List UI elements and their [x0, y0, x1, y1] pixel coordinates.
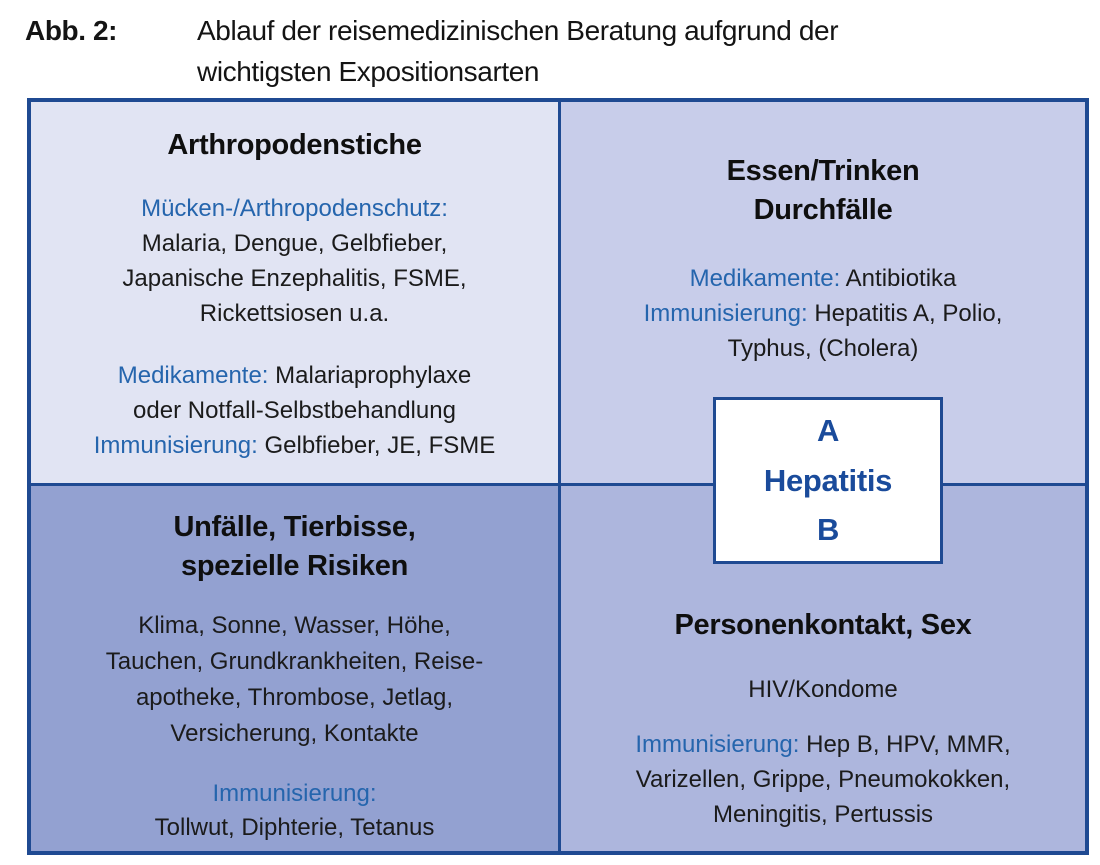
medication-label: Medikamente:: [689, 265, 841, 292]
immunization-label: Immunisierung:: [643, 300, 808, 327]
quadrant-heading: [561, 152, 1085, 230]
immunization-text: Hepatitis A, Polio,: [814, 300, 1003, 327]
quadrant-arthropodenstiche: [31, 102, 558, 483]
risks-line: apotheke, Thrombose, Jetlag,: [135, 684, 454, 711]
hepatitis-b-label: B: [816, 511, 840, 547]
caption-line-2: wichtigsten Expositionsarten: [197, 56, 540, 87]
immunization-label: Immunisierung:: [93, 432, 258, 459]
immunization-text: Hep B, HPV, MMR,: [806, 731, 1011, 758]
risks-line: Tauchen, Grundkrankheiten, Reise-: [105, 648, 484, 675]
figure-caption: [25, 10, 838, 92]
immunization-label: Immunisierung:: [635, 731, 800, 758]
hepatitis-a-label: A: [816, 413, 840, 449]
medication-text: Malariaprophylaxe: [275, 362, 472, 389]
hepatitis-center-box: [713, 397, 943, 564]
medication-immunization-block: [561, 261, 1085, 366]
quadrant-heading: Personenkontakt, Sex: [674, 609, 972, 641]
risks-block: [31, 608, 558, 752]
medication-text: oder Notfall-Selbstbehandlung: [133, 397, 456, 424]
diseases-line: Malaria, Dengue, Gelbfieber,: [141, 230, 448, 257]
immunization-block: [31, 777, 558, 845]
protection-block: [31, 191, 558, 331]
diseases-line: Rickettsiosen u.a.: [199, 300, 390, 327]
caption-line-1: Ablauf der reisemedizinischen Beratung aufgrund der: [197, 15, 839, 46]
diseases-line: Japanische Enzephalitis, FSME,: [122, 265, 467, 292]
risks-line: Versicherung, Kontakte: [170, 720, 419, 747]
heading-line: Essen/Trinken: [726, 155, 920, 187]
immunization-text: Typhus, (Cholera): [727, 335, 919, 362]
medication-label: Medikamente:: [117, 362, 269, 389]
medication-text: Antibiotika: [845, 265, 957, 292]
immunization-text: Varizellen, Grippe, Pneumokokken,: [635, 766, 1011, 793]
figure-caption-text: [197, 10, 838, 92]
immunization-block: [561, 727, 1085, 832]
immunization-text: Meningitis, Pertussis: [712, 801, 934, 828]
heading-line: spezielle Risiken: [180, 550, 408, 582]
prevention-text: HIV/Kondome: [748, 676, 898, 703]
medication-immunization-block: [31, 358, 558, 463]
immunization-text: Tollwut, Diphterie, Tetanus: [154, 814, 435, 841]
quadrant-unfaelle-tierbisse: [31, 486, 558, 851]
heading-line: Durchfälle: [753, 194, 893, 226]
immunization-label: Immunisierung:: [212, 780, 377, 807]
risks-line: Klima, Sonne, Wasser, Höhe,: [138, 612, 451, 639]
quadrant-heading: [31, 508, 558, 586]
heading-line: Unfälle, Tierbisse,: [173, 511, 416, 543]
hepatitis-label: Hepatitis: [763, 462, 893, 498]
prevention-block: [561, 672, 1085, 707]
protection-label: Mücken-/Arthropodenschutz:: [141, 195, 448, 222]
immunization-text: Gelbfieber, JE, FSME: [264, 432, 496, 459]
quadrant-heading: Arthropodenstiche: [167, 129, 422, 161]
figure-number-label: Abb. 2:: [25, 15, 118, 46]
